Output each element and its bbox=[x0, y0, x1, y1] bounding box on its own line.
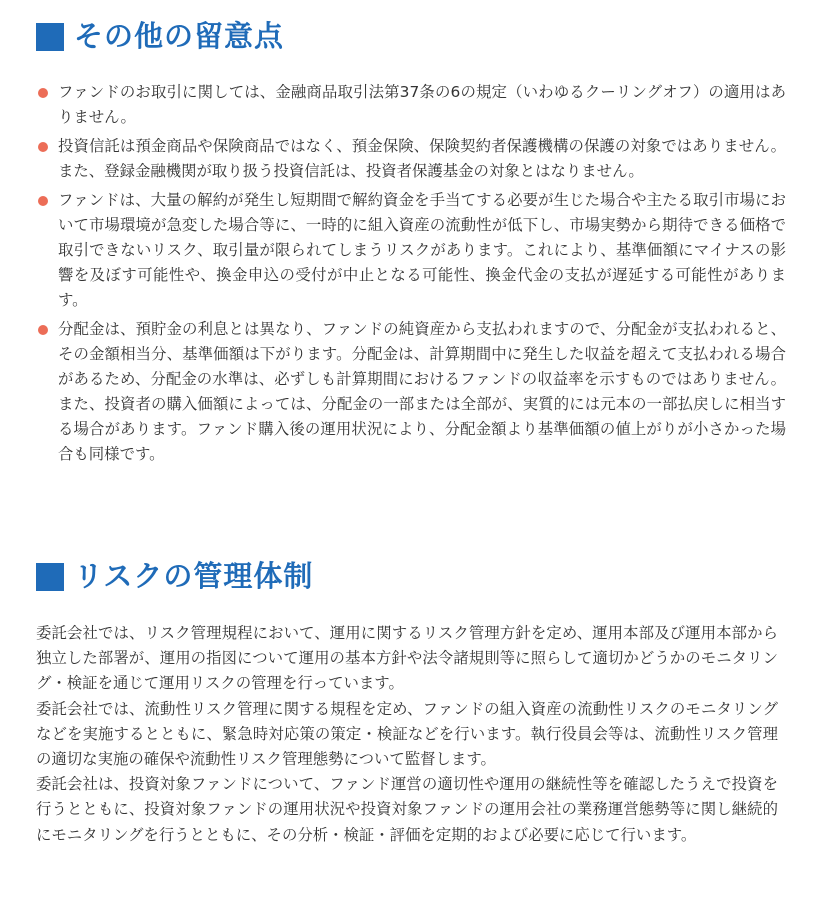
heading-square-icon bbox=[36, 563, 64, 591]
section-title: リスクの管理体制 bbox=[74, 559, 314, 593]
bullet-text: 投資信託は預金商品や保険商品ではなく、預金保険、保険契約者保護機構の保護の対象ではありません。また、登録金融機関が取り扱う投資信託は、投資者保護基金の対象とはなりません。 bbox=[58, 137, 786, 180]
bullet-text: 分配金は、預貯金の利息とは異なり、ファンドの純資産から支払われますので、分配金が支払われると、その金額相当分、基準価額は下がります。分配金は、計算期間中に発生した収益を超えて支払われる場合があるため、分配金の水準は、必ずしも計算期間におけるファンドの収益率を示すものではありません。また、投資者の購入価額によっては、分配金の一部または全部が、実質的には元本の一部払戻しに相当する場合があります。ファンド購入後の運用状況により、分配金額より基準価額の値上がりが小さかった場合も同様です。 bbox=[58, 320, 786, 463]
bullet-dot-icon bbox=[38, 196, 48, 206]
bullet-dot-icon bbox=[38, 88, 48, 98]
list-item bbox=[36, 80, 786, 130]
bullet-dot-icon bbox=[38, 142, 48, 152]
bullet-dot-icon bbox=[38, 325, 48, 335]
section-heading-notes bbox=[36, 19, 285, 53]
paragraph: 委託会社では、リスク管理規程において、運用に関するリスク管理方針を定め、運用本部及び運用本部から独立した部署が、運用の指図について運用の基本方針や法令諸規則等に照らして適切かどうかのモニタリング・検証を通じて運用リスクの管理を行っています。 bbox=[36, 624, 778, 693]
notes-bullet-list bbox=[36, 80, 786, 471]
heading-square-icon bbox=[36, 23, 64, 51]
bullet-text: ファンドのお取引に関しては、金融商品取引法第37条の6の規定（いわゆるクーリングオフ）の適用はありません。 bbox=[58, 83, 786, 126]
paragraph: 委託会社は、投資対象ファンドについて、ファンド運営の適切性や運用の継続性等を確認したうえで投資を行うとともに、投資対象ファンドの運用状況や投資対象ファンドの運用会社の業務運営態勢等に関し継続的にモニタリングを行うとともに、その分析・検証・評価を定期的および必要に応じて行います。 bbox=[36, 775, 778, 844]
section-heading-risk-management bbox=[36, 559, 314, 593]
list-item bbox=[36, 317, 786, 467]
list-item bbox=[36, 134, 786, 184]
section-title: その他の留意点 bbox=[74, 19, 285, 53]
risk-management-body bbox=[36, 621, 778, 848]
list-item bbox=[36, 188, 786, 313]
bullet-text: ファンドは、大量の解約が発生し短期間で解約資金を手当てする必要が生じた場合や主たる取引市場において市場環境が急変した場合等に、一時的に組入資産の流動性が低下し、市場実勢から期待できる価格で取引できないリスク、取引量が限られてしまうリスクがあります。これにより、基準価額にマイナスの影響を及ぼす可能性や、換金申込の受付が中止となる可能性、換金代金の支払が遅延する可能性があります。 bbox=[58, 191, 786, 309]
paragraph: 委託会社では、流動性リスク管理に関する規程を定め、ファンドの組入資産の流動性リスクのモニタリングなどを実施するとともに、緊急時対応策の策定・検証などを行います。執行役員会等は、流動性リスク管理の適切な実施の確保や流動性リスク管理態勢について監督します。 bbox=[36, 699, 778, 769]
